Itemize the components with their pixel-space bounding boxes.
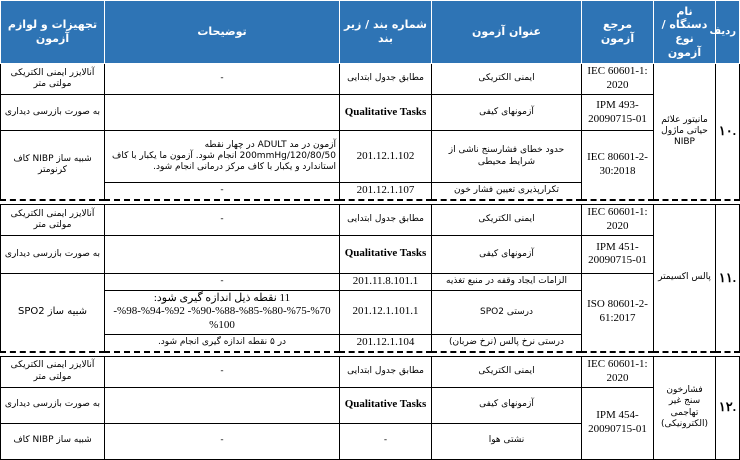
description: - xyxy=(105,273,340,290)
test-title: درستی SPO2 xyxy=(432,290,582,334)
clause-number: 201.11.8.101.1 xyxy=(340,273,432,290)
table-row xyxy=(1,235,740,273)
equipment: شبیه ساز SPO2 xyxy=(1,273,105,351)
test-reference: IEC 80601-2-30:2018 xyxy=(582,131,654,200)
table-row xyxy=(1,95,740,131)
test-reference: IPM 454-20090715-01 xyxy=(582,387,654,459)
header-equipment: تجهیزات و لوازم آزمون xyxy=(1,1,105,64)
equipment: به صورت بازرسی دیداری xyxy=(1,387,105,423)
test-reference: IEC 60601-1: 2020 xyxy=(582,356,654,387)
clause-number: 201.12.1.104 xyxy=(340,334,432,351)
description: 11 نقطه ذیل اندازه گیری شود: 70%-75%-80%-85%-88%-90%- 92%-94%-98%- 100% xyxy=(105,290,340,334)
table-row xyxy=(1,273,740,290)
test-title: تکرارپذیری تعیین فشار خون xyxy=(432,183,582,200)
description: آزمون در مد ADULT در چهار نقطه 200mmHg/120/80/50 انجام شود. آزمون ما یکبار با کاف استاندارد و یکبار با کاف مرکز درمانی انجام شود. xyxy=(105,131,340,183)
clause-number: 201.12.1.107 xyxy=(340,183,432,200)
clause-number: مطابق جدول ابتدایی xyxy=(340,64,432,95)
test-reference: ISO 80601-2-61:2017 xyxy=(582,273,654,351)
description xyxy=(105,387,340,423)
equipment: آنالایزر ایمنی الکتریکی مولتی متر xyxy=(1,204,105,235)
test-reference: IPM 493-20090715-01 xyxy=(582,95,654,131)
clause-number: مطابق جدول ابتدایی xyxy=(340,204,432,235)
test-title: آزمونهای کیفی xyxy=(432,95,582,131)
device-name: پالس اکسیمتر xyxy=(654,204,716,351)
equipment: شبیه ساز NIBP کاف xyxy=(1,423,105,459)
equipment: آنالایزر ایمنی الکتریکی مولتی متر xyxy=(1,356,105,387)
table-row xyxy=(1,387,740,423)
clause-number: مطابق جدول ابتدایی xyxy=(340,356,432,387)
description: در ۵ نقطه اندازه گیری انجام شود. xyxy=(105,334,340,351)
header-device: نام دستگاه / نوع آزمون xyxy=(654,1,716,64)
header-reference: مرجع آزمون xyxy=(582,1,654,64)
description: - xyxy=(105,356,340,387)
test-title: ایمنی الکتریکی xyxy=(432,204,582,235)
header-clause: شماره بند / زیر بند xyxy=(340,1,432,64)
clause-number: Qualitative Tasks xyxy=(340,95,432,131)
equipment: به صورت بازرسی دیداری xyxy=(1,95,105,131)
description xyxy=(105,235,340,273)
test-title: ایمنی الکتریکی xyxy=(432,356,582,387)
test-reference: IEC 60601-1: 2020 xyxy=(582,64,654,95)
device-name: مانیتور علائم حیاتی ماژول NIBP xyxy=(654,64,716,200)
test-title: آزمونهای کیفی xyxy=(432,235,582,273)
device-name: فشارخون سنج غیر تهاجمی (الکترونیکی) xyxy=(654,356,716,459)
clause-number: Qualitative Tasks xyxy=(340,387,432,423)
test-title: نشتی هوا xyxy=(432,423,582,459)
test-reference: IEC 60601-1: 2020 xyxy=(582,204,654,235)
header-description: توضیحات xyxy=(105,1,340,64)
description: - xyxy=(105,64,340,95)
header-row xyxy=(1,1,740,64)
clause-number: - xyxy=(340,423,432,459)
table-row xyxy=(1,356,740,387)
test-title: ایمنی الکتریکی xyxy=(432,64,582,95)
table-row xyxy=(1,64,740,95)
equipment: شبیه ساز NIBP کاف کرنومتر xyxy=(1,131,105,200)
test-title: الزامات ایجاد وقفه در منبع تغذیه xyxy=(432,273,582,290)
table-row xyxy=(1,131,740,183)
row-number: .۱۰ xyxy=(716,64,740,200)
test-title: حدود خطای فشارسنج ناشی از شرایط محیطی xyxy=(432,131,582,183)
description: - xyxy=(105,204,340,235)
row-number: .۱۲ xyxy=(716,356,740,459)
row-number: .۱۱ xyxy=(716,204,740,351)
test-title: آزمونهای کیفی xyxy=(432,387,582,423)
table-row xyxy=(1,204,740,235)
header-test-title: عنوان آزمون xyxy=(432,1,582,64)
test-reference: IPM 451-20090715-01 xyxy=(582,235,654,273)
clause-number: 201.12.1.101.1 xyxy=(340,290,432,334)
equipment: به صورت بازرسی دیداری xyxy=(1,235,105,273)
clause-number: 201.12.1.102 xyxy=(340,131,432,183)
clause-number: Qualitative Tasks xyxy=(340,235,432,273)
equipment: آنالایزر ایمنی الکتریکی مولتی متر xyxy=(1,64,105,95)
test-title: درستی نرخ پالس (نرخ ضربان) xyxy=(432,334,582,351)
header-row-number: ردیف xyxy=(716,1,740,64)
description xyxy=(105,95,340,131)
description: - xyxy=(105,183,340,200)
description: - xyxy=(105,423,340,459)
